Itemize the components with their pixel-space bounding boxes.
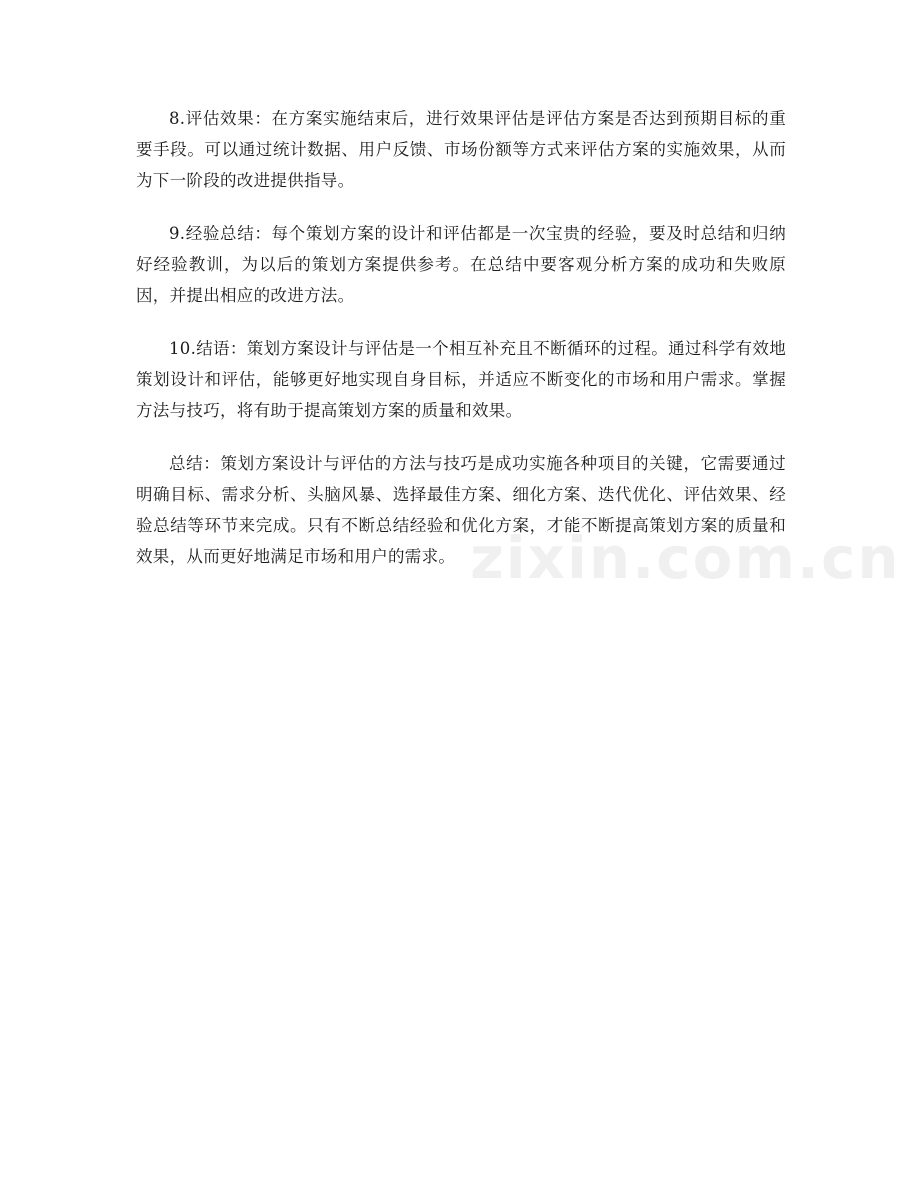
paragraph-summary: 总结：策划方案设计与评估的方法与技巧是成功实施各种项目的关键，它需要通过明确目标、需求分析、头脑风暴、选择最佳方案、细化方案、迭代优化、评估效果、经验总结等环节来完成。只有不断总结经验和优化方案，才能不断提高策划方案的质量和效果，从而更好地满足市场和用户的需求。: [136, 454, 786, 566]
paragraph-conclusion: 10.结语：策划方案设计与评估是一个相互补充且不断循环的过程。通过科学有效地策划设计和评估，能够更好地实现自身目标，并适应不断变化的市场和用户需求。掌握方法与技巧，将有助于提高策划方案的质量和效果。: [136, 339, 786, 420]
paragraph-experience-summary: 9.经验总结：每个策划方案的设计和评估都是一次宝贵的经验，要及时总结和归纳好经验教训，为以后的策划方案提供参考。在总结中要客观分析方案的成功和失败原因，并提出相应的改进方法。: [136, 224, 786, 305]
paragraph-evaluation: 8.评估效果：在方案实施结束后，进行效果评估是评估方案是否达到预期目标的重要手段。可以通过统计数据、用户反馈、市场份额等方式来评估方案的实施效果，从而为下一阶段的改进提供指导。: [136, 109, 786, 190]
document-body: [136, 103, 786, 594]
watermark: zixin.com.cn: [470, 524, 901, 592]
